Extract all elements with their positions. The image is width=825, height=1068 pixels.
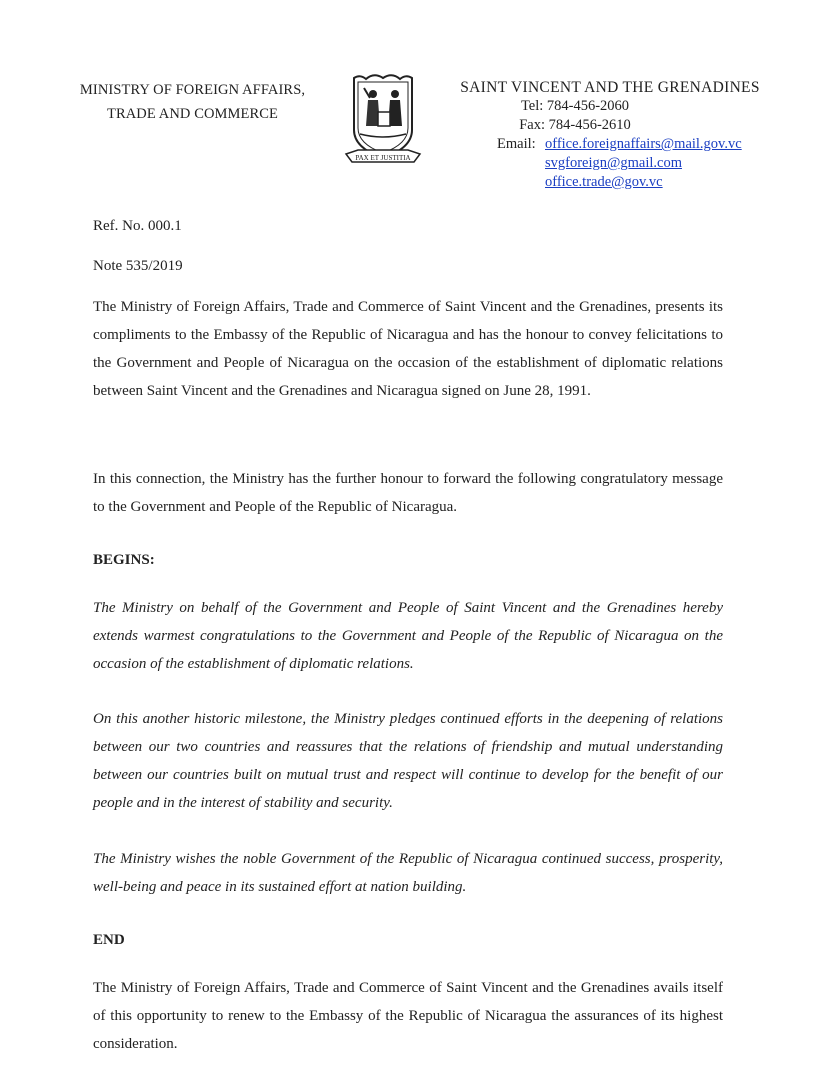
ministry-name-line2: TRADE AND COMMERCE xyxy=(107,106,278,122)
email-link-foreignaffairs[interactable]: office.foreignaffairs@mail.gov.vc xyxy=(545,136,742,152)
message-paragraph-3: The Ministry wishes the noble Government of the Republic of Nicaragua continued success, prosperity, well-being and peace in its sustained effort at nation building. xyxy=(93,851,723,895)
message-paragraph-2: On this another historic milestone, the Ministry pledges continued efforts in the deepening of relations between our two countries and reassures that the relations of friendship and mutual understanding between our countries built on mutual trust and respect will continue to develop for the benefit of our people and in the interest of stability and security. xyxy=(93,711,723,811)
seal-motto: PAX ET JUSTITIA xyxy=(355,154,411,162)
email-row xyxy=(440,154,780,173)
end-heading: END xyxy=(93,932,125,948)
note-number: Note 535/2019 xyxy=(93,258,183,274)
coat-of-arms-seal-icon xyxy=(340,70,426,168)
reference-number: Ref. No. 000.1 xyxy=(93,218,182,234)
opening-paragraph: The Ministry of Foreign Affairs, Trade and Commerce of Saint Vincent and the Grenadines, presents its compliments to the Embassy of the Republic of Nicaragua and has the honour to convey felicitations to the Government and People of Nicaragua on the occasion of the establishment of diplomatic relations between Saint Vincent and the Grenadines and Nicaragua signed on June 28, 1991. xyxy=(93,299,723,399)
ministry-header xyxy=(60,78,325,126)
email-link-svgforeign[interactable]: svgforeign@gmail.com xyxy=(545,155,682,171)
message-paragraph-1: The Ministry on behalf of the Government and People of Saint Vincent and the Grenadines hereby extends warmest congratulations to the Government and People of the Republic of Nicaragua on the occasion of the establishment of diplomatic relations. xyxy=(93,600,723,672)
contact-header xyxy=(440,78,780,192)
tel-line: Tel: 784-456-2060 xyxy=(520,98,630,114)
email-label: Email: xyxy=(497,136,536,152)
ministry-name-line1: MINISTRY OF FOREIGN AFFAIRS, xyxy=(79,82,306,98)
connection-paragraph: In this connection, the Ministry has the further honour to forward the following congratulatory message to the Government and People of the Republic of Nicaragua. xyxy=(93,471,723,515)
begins-heading: BEGINS: xyxy=(93,552,155,568)
closing-paragraph: The Ministry of Foreign Affairs, Trade and Commerce of Saint Vincent and the Grenadines avails itself of this opportunity to renew to the Embassy of the Republic of Nicaragua the assurances of its highest consideration. xyxy=(93,980,723,1052)
fax-line: Fax: 784-456-2610 xyxy=(519,117,631,133)
email-row xyxy=(440,173,780,192)
email-row xyxy=(440,135,780,154)
country-name: SAINT VINCENT AND THE GRENADINES xyxy=(460,79,760,96)
email-link-trade[interactable]: office.trade@gov.vc xyxy=(545,174,663,190)
